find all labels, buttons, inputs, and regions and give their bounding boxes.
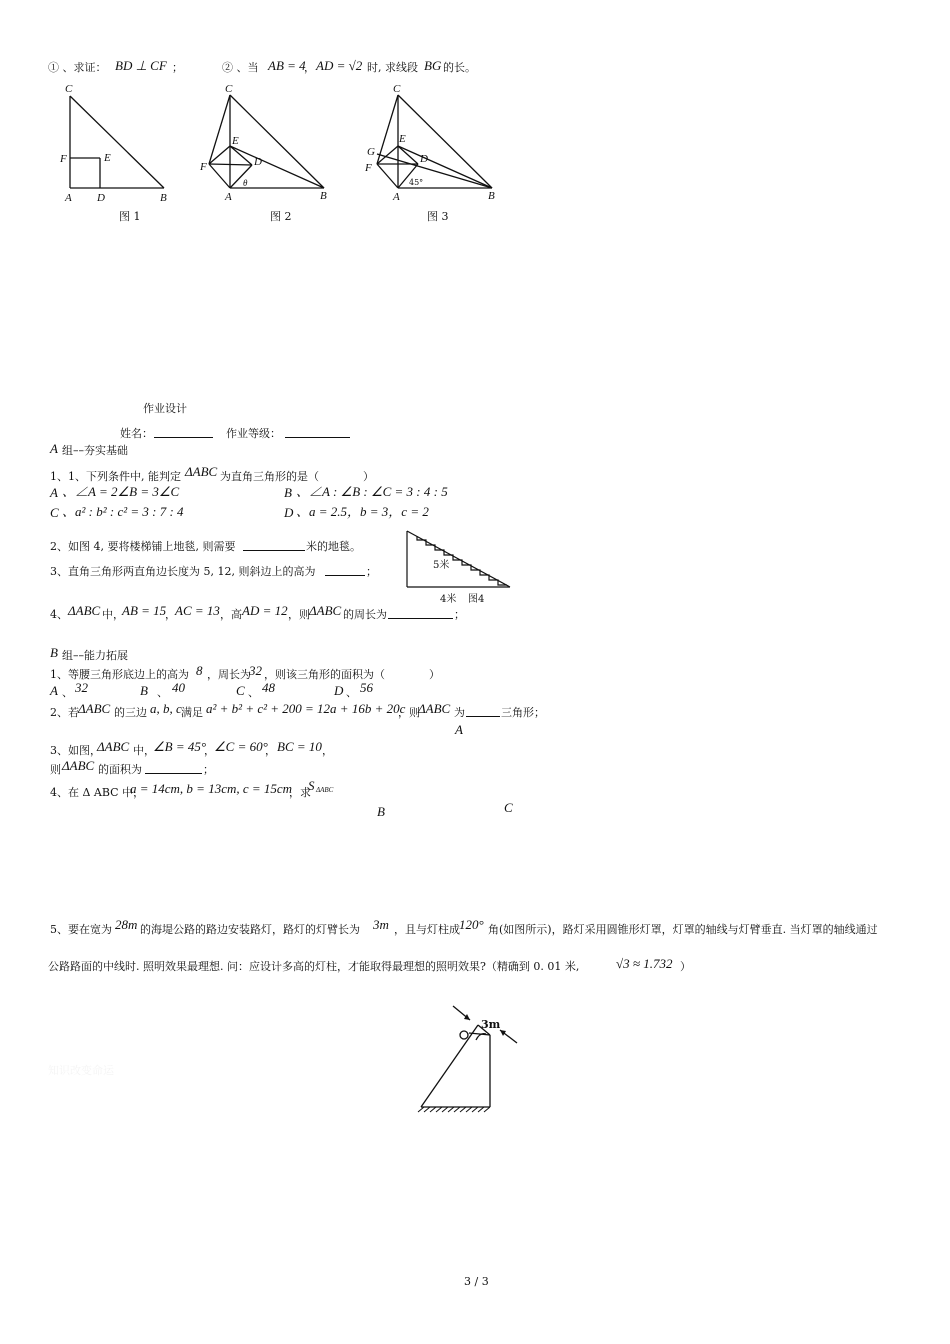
fig2-label-theta: θ	[243, 178, 248, 188]
b3-sep-1: ，	[204, 744, 215, 757]
b3-angle-c: ∠C = 60°	[214, 739, 268, 754]
q2-prefix: ② 、当	[222, 61, 259, 74]
b1-mid: ，周长为	[207, 668, 251, 681]
a3-suffix: ；	[366, 565, 377, 578]
b1-option-d-sep: 、	[346, 686, 357, 699]
group-a-letter: A	[50, 441, 58, 456]
a4-sep: ，	[165, 608, 176, 621]
b2-is: 为	[454, 706, 465, 719]
fig3-label-g: G	[367, 146, 375, 158]
homework-title: 作业设计	[143, 402, 187, 415]
q2-sep: ，	[304, 61, 315, 74]
b5-angle: 120°	[459, 917, 484, 932]
b1-option-c-value: 48	[262, 680, 275, 695]
a4-ab: AB = 15	[122, 603, 167, 618]
b4-ask: ，求	[289, 786, 311, 799]
b1-suffix: ，则该三角形的面积为（ ）	[264, 668, 440, 681]
b3-angle-b: ∠B = 45°	[153, 739, 207, 754]
b5-width: 28m	[115, 917, 138, 932]
fig2-label-f: F	[200, 161, 207, 173]
b3-sep-2: ，	[265, 744, 276, 757]
a4-high: ，高	[220, 608, 242, 621]
a4-suffix: 的周长为	[343, 608, 387, 621]
b1-option-a-value: 32	[75, 680, 88, 695]
b5-approx: √3 ≈ 1.732	[616, 956, 673, 971]
b4-prefix: 4、在 Δ ABC 中，	[50, 786, 145, 799]
b2-satisfy: 满足	[181, 706, 203, 719]
fig1-label-d: D	[97, 192, 105, 204]
fig3-label-a: A	[393, 191, 400, 203]
b5-line1-c: ，且与灯柱成	[394, 923, 460, 936]
b3-bc: BC = 10	[277, 739, 322, 754]
a2-blank	[243, 540, 305, 551]
b5-line1-d: 角(如图所示)，路灯采用圆锥形灯罩，灯罩的轴线与灯臂垂直. 当灯罩的轴线通过	[488, 923, 878, 936]
q2-bg: BG	[424, 58, 442, 73]
stairs-caption: 图4	[468, 594, 485, 605]
b4-figure-label-c: C	[504, 800, 513, 815]
b5-line1-a: 5、要在宽为	[50, 923, 112, 936]
b3-prefix: 3、如图，	[50, 744, 101, 757]
a4-ac: AC = 13	[175, 603, 220, 618]
b1-option-c-letter: C	[236, 683, 245, 698]
q2-end: 的长。	[443, 61, 476, 74]
b1-option-a-sep: 、	[62, 686, 73, 699]
b4-expression: a = 14cm, b = 13cm, c = 15cm	[130, 781, 293, 796]
fig3-label-d: D	[420, 153, 428, 165]
b3-end: ，	[322, 744, 333, 757]
b1-height: 8	[196, 663, 203, 678]
grade-blank	[285, 427, 350, 438]
a1-option-b-letter: B	[284, 485, 292, 500]
fig1-label-f: F	[60, 153, 67, 165]
fig2-label-a: A	[225, 191, 232, 203]
fig1-label-b: B	[160, 192, 167, 204]
b1-option-b-value: 40	[172, 680, 185, 695]
b1-option-b-sep: 、	[157, 686, 168, 699]
fig2-label-e: E	[232, 135, 239, 147]
b2-triangle: ΔABC	[78, 701, 111, 716]
b2-prefix: 2、若	[50, 706, 79, 719]
a4-triangle: ΔABC	[68, 603, 101, 618]
fig2-label-b: B	[320, 190, 327, 202]
b5-arm: 3m	[373, 917, 389, 932]
a1-option-d: 、a = 2.5，b = 3，c = 2	[296, 504, 429, 519]
fig2-label-d: D	[254, 156, 262, 168]
fig1-label-a: A	[65, 192, 72, 204]
a1-option-a-letter: A	[50, 485, 58, 500]
a1-prefix: 1、1、下列条件中, 能判定	[50, 470, 181, 483]
fig3-label-angle: 45°	[409, 178, 424, 187]
b2-mid: 的三边	[114, 706, 147, 719]
name-label: 姓名：	[120, 427, 153, 440]
a4-blank	[388, 608, 453, 619]
group-a-title: 组––夯实基础	[62, 444, 128, 457]
lamp-arm-label: 3m	[481, 1018, 501, 1031]
stairs-height-label: 5米	[433, 560, 450, 571]
q2-ab: AB = 4	[268, 58, 306, 73]
b1-option-d-value: 56	[360, 680, 373, 695]
b5-line2-b: ）	[680, 960, 691, 973]
a1-option-b: 、∠A : ∠B : ∠C = 3 : 4 : 5	[296, 484, 448, 499]
q1-prefix: ① 、求证：	[48, 61, 107, 74]
a1-suffix: 为直角三角形的是（ ）	[220, 470, 374, 483]
group-b-title: 组––能力拓展	[62, 649, 128, 662]
b3-line2-prefix: 则	[50, 763, 61, 776]
b5-line1-b: 的海堤公路的路边安装路灯，路灯的灯臂长为	[140, 923, 360, 936]
b3-triangle-2: ΔABC	[62, 758, 95, 773]
a4-prefix: 4、	[50, 608, 68, 621]
a4-end: ；	[454, 608, 465, 621]
a4-mid: 中，	[102, 608, 124, 621]
b4-s-subscript: ΔABC	[316, 786, 334, 794]
b2-then: ，则	[398, 706, 420, 719]
a1-option-c: 、a² : b² : c² = 3 : 7 : 4	[62, 504, 184, 519]
b4-s: S	[308, 778, 315, 793]
b1-option-a-letter: A	[50, 683, 58, 698]
grade-label: 作业等级：	[226, 427, 281, 440]
a2-suffix: 米的地毯。	[306, 540, 361, 553]
b3-line2-suffix: 的面积为	[98, 763, 142, 776]
q2-mid: 时, 求线段	[367, 61, 418, 74]
b3-line2-end: ；	[203, 763, 214, 776]
b2-equation: a² + b² + c² + 200 = 12a + 16b + 20c	[206, 701, 406, 716]
q1-expression: BD ⊥ CF	[115, 58, 167, 73]
stairs-base-label: 4米	[440, 594, 457, 605]
b2-sides: a, b, c	[150, 701, 182, 716]
b5-line2-a: 公路路面的中线时. 照明效果最理想. 问：应设计多高的灯柱，才能取得最理想的照明效果?（精确到 0. 01 米,	[48, 960, 580, 973]
b1-prefix: 1、等腰三角形底边上的高为	[50, 668, 189, 681]
b3-mid: 中，	[133, 744, 155, 757]
figure-2-caption: 图 2	[270, 210, 292, 223]
a1-triangle: ΔABC	[185, 464, 218, 479]
fig3-label-b: B	[488, 190, 495, 202]
a1-option-a: 、∠A = 2∠B = 3∠C	[62, 484, 180, 499]
q2-ad: AD = √2	[316, 58, 363, 73]
name-blank	[154, 427, 213, 438]
figure-1-caption: 图 1	[119, 210, 141, 223]
a4-triangle-2: ΔABC	[309, 603, 342, 618]
b2-blank	[466, 706, 500, 717]
b1-perimeter: 32	[249, 663, 262, 678]
q1-end: ；	[172, 61, 183, 74]
b3-blank	[145, 763, 202, 774]
b2-suffix: 三角形；	[501, 706, 545, 719]
a2-prefix: 2、如图 4, 要将楼梯铺上地毯, 则需要	[50, 540, 236, 553]
fig3-label-c: C	[393, 83, 401, 95]
fig2-label-c: C	[225, 83, 233, 95]
fig3-label-e: E	[399, 133, 406, 145]
b2-figure-label-a: A	[455, 722, 463, 737]
fig3-label-f: F	[365, 162, 372, 174]
faint-watermark-text: 知识改变命运	[48, 1064, 114, 1077]
a1-option-c-letter: C	[50, 505, 59, 520]
b4-figure-label-b: B	[377, 804, 385, 819]
fig1-label-c: C	[65, 83, 73, 95]
figure-3-caption: 图 3	[427, 210, 449, 223]
fig1-label-e: E	[104, 152, 111, 164]
b1-option-d-letter: D	[334, 683, 344, 698]
b1-option-c-sep: 、	[248, 686, 259, 699]
b2-triangle-2: ΔABC	[418, 701, 451, 716]
page-number: 3 / 3	[464, 1275, 489, 1288]
a1-option-d-letter: D	[284, 505, 294, 520]
b3-triangle: ΔABC	[97, 739, 130, 754]
b1-option-b-letter: B	[140, 683, 148, 698]
a4-ad: AD = 12	[242, 603, 288, 618]
a4-then: ，则	[288, 608, 310, 621]
a3-prefix: 3、直角三角形两直角边长度为 5, 12, 则斜边上的高为	[50, 565, 316, 578]
a3-blank	[325, 565, 365, 576]
group-b-letter: B	[50, 645, 58, 660]
